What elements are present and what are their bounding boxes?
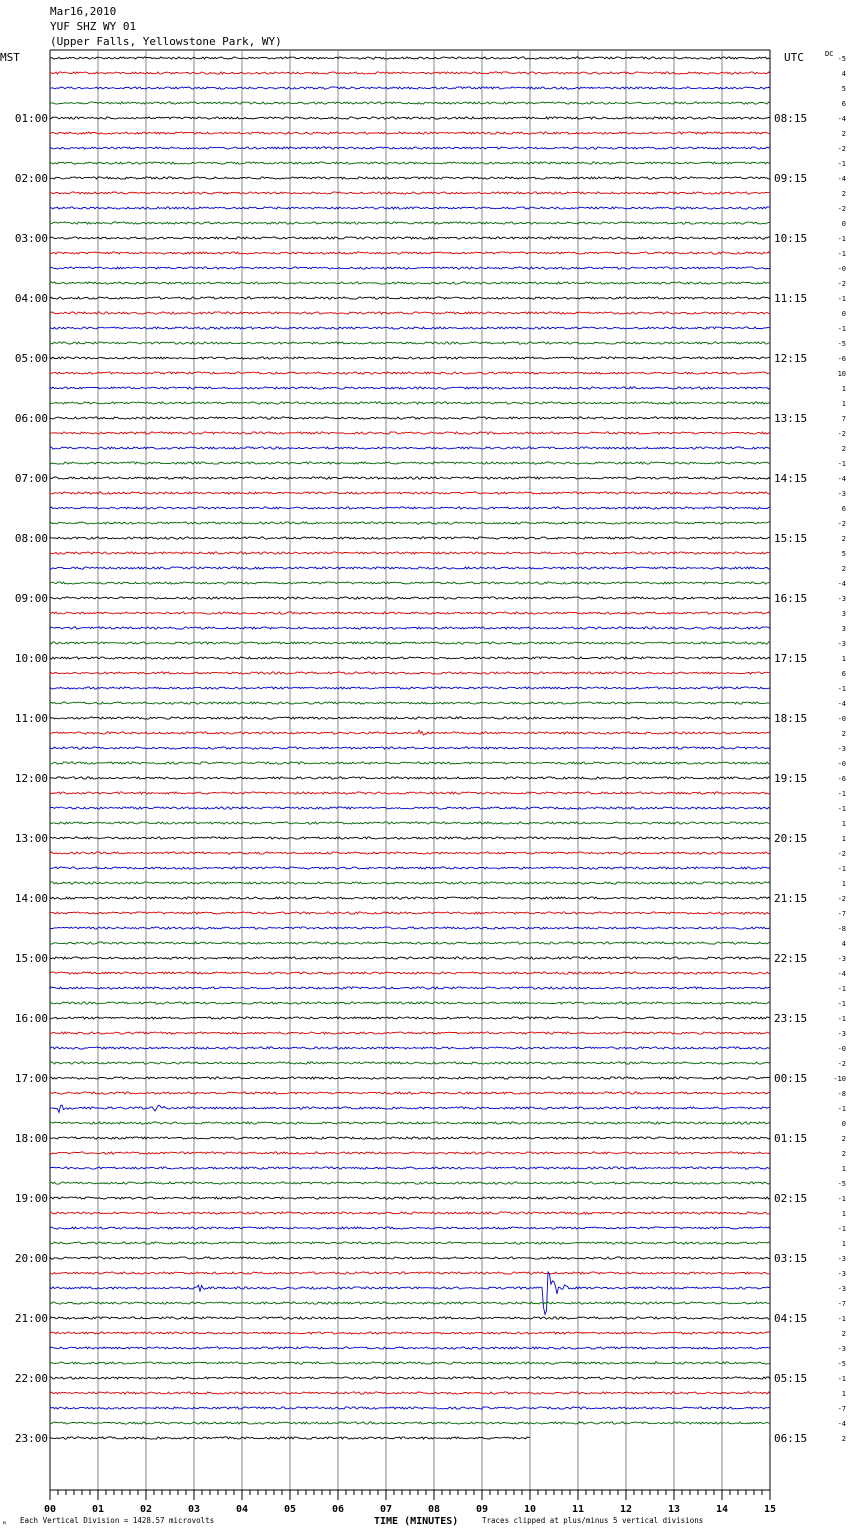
seismic-trace bbox=[50, 57, 770, 59]
seismic-trace bbox=[50, 162, 770, 164]
mst-hour-label: 08:00 bbox=[14, 532, 48, 545]
corner-mark: ᴹ bbox=[2, 1520, 7, 1529]
dc-offset-label: 2 bbox=[841, 565, 846, 573]
dc-offset-label: -1 bbox=[837, 160, 846, 168]
dc-offset-label: 5 bbox=[841, 550, 846, 558]
seismic-trace bbox=[50, 447, 770, 449]
seismic-trace bbox=[50, 1407, 770, 1409]
dc-offset-label: -8 bbox=[837, 1090, 846, 1098]
mst-hour-labels bbox=[15, 112, 48, 1445]
seismic-trace bbox=[50, 1105, 770, 1112]
dc-offset-label: -2 bbox=[837, 205, 846, 213]
seismic-trace bbox=[50, 792, 770, 794]
dc-offset-label: -1 bbox=[837, 805, 846, 813]
dc-offset-label: 10 bbox=[837, 370, 846, 378]
dc-offset-label: -1 bbox=[837, 325, 846, 333]
dc-offset-label: -2 bbox=[837, 280, 846, 288]
seismic-trace bbox=[50, 252, 770, 254]
seismic-trace bbox=[50, 1182, 770, 1184]
dc-offset-label: -0 bbox=[837, 715, 846, 723]
dc-offset-label: -3 bbox=[837, 595, 846, 603]
clip-note: Traces clipped at plus/minus 5 vertical divisions bbox=[482, 1516, 704, 1525]
seismic-trace bbox=[50, 1167, 770, 1169]
record-date: Mar16,2010 bbox=[50, 5, 117, 18]
seismic-trace bbox=[50, 1092, 770, 1094]
dc-offset-label: -1 bbox=[837, 1315, 846, 1323]
seismic-trace bbox=[50, 117, 770, 119]
dc-offset-label: -4 bbox=[837, 970, 846, 978]
x-tick-label: 13 bbox=[667, 1504, 681, 1515]
dc-offset-label: -4 bbox=[837, 1420, 846, 1428]
seismic-trace bbox=[50, 1317, 770, 1319]
dc-offset-label: -1 bbox=[837, 235, 846, 243]
dc-offset-label: 2 bbox=[841, 130, 846, 138]
dc-offset-label: -7 bbox=[837, 1300, 846, 1308]
dc-offset-label: 2 bbox=[841, 730, 846, 738]
dc-offset-label: 2 bbox=[841, 445, 846, 453]
dc-offset-label: -5 bbox=[837, 1180, 846, 1188]
dc-offset-label: -1 bbox=[837, 865, 846, 873]
dc-offset-label: -1 bbox=[837, 790, 846, 798]
seismic-trace bbox=[50, 132, 770, 134]
dc-offset-label: -8 bbox=[837, 925, 846, 933]
x-tick-label: 06 bbox=[331, 1504, 345, 1515]
dc-offset-label: 1 bbox=[841, 835, 846, 843]
seismic-trace bbox=[50, 372, 770, 374]
x-tick-label: 08 bbox=[427, 1504, 441, 1515]
utc-hour-label: 09:15 bbox=[774, 172, 808, 185]
x-tick-label: 03 bbox=[187, 1504, 201, 1515]
dc-offset-label: -1 bbox=[837, 1105, 846, 1113]
dc-offset-label: 6 bbox=[841, 670, 846, 678]
seismic-trace bbox=[50, 1242, 770, 1244]
dc-offset-label: -2 bbox=[837, 1060, 846, 1068]
seismic-trace bbox=[50, 1152, 770, 1154]
seismic-trace bbox=[50, 1077, 770, 1079]
dc-offset-labels bbox=[833, 55, 846, 1443]
seismic-trace bbox=[50, 297, 770, 299]
seismic-trace bbox=[50, 1197, 770, 1199]
utc-hour-label: 04:15 bbox=[774, 1312, 808, 1325]
mst-hour-label: 02:00 bbox=[14, 172, 48, 185]
x-axis bbox=[44, 1490, 776, 1515]
dc-offset-label: -2 bbox=[837, 520, 846, 528]
seismic-trace bbox=[50, 807, 770, 809]
utc-hour-label: 18:15 bbox=[774, 712, 808, 725]
dc-offset-label: 4 bbox=[841, 940, 846, 948]
seismic-trace bbox=[50, 432, 770, 434]
seismic-trace bbox=[50, 1392, 770, 1394]
seismic-trace bbox=[50, 672, 770, 674]
utc-hour-label: 10:15 bbox=[774, 232, 808, 245]
seismic-trace bbox=[50, 987, 770, 989]
dc-offset-label: -1 bbox=[837, 1000, 846, 1008]
seismic-trace bbox=[50, 1122, 770, 1124]
utc-hour-labels bbox=[774, 112, 807, 1445]
mst-hour-label: 11:00 bbox=[14, 712, 48, 725]
dc-offset-label: 4 bbox=[841, 70, 846, 78]
mst-hour-label: 21:00 bbox=[14, 1312, 48, 1325]
mst-hour-label: 16:00 bbox=[14, 1012, 48, 1025]
mst-hour-label: 05:00 bbox=[14, 352, 48, 365]
dc-offset-label: -5 bbox=[837, 1360, 846, 1368]
dc-offset-label: 1 bbox=[841, 1240, 846, 1248]
mst-hour-label: 13:00 bbox=[14, 832, 48, 845]
seismic-trace bbox=[50, 387, 770, 389]
utc-hour-label: 13:15 bbox=[774, 412, 808, 425]
dc-offset-label: -3 bbox=[837, 955, 846, 963]
station-location: (Upper Falls, Yellowstone Park, WY) bbox=[50, 35, 282, 48]
seismic-trace bbox=[50, 1272, 770, 1274]
x-tick-label: 11 bbox=[571, 1504, 585, 1515]
seismic-trace bbox=[50, 1062, 770, 1064]
dc-offset-label: -1 bbox=[837, 460, 846, 468]
seismic-trace bbox=[50, 612, 770, 614]
dc-offset-label: -3 bbox=[837, 1255, 846, 1263]
dc-offset-label: 1 bbox=[841, 400, 846, 408]
seismic-trace bbox=[50, 657, 770, 659]
dc-label: DC bbox=[825, 50, 834, 58]
seismic-trace bbox=[50, 522, 770, 524]
seismic-trace bbox=[50, 1347, 770, 1349]
seismic-trace bbox=[50, 822, 770, 824]
dc-offset-label: -3 bbox=[837, 1285, 846, 1293]
x-tick-label: 12 bbox=[619, 1504, 633, 1515]
x-tick-label: 02 bbox=[139, 1504, 153, 1515]
utc-hour-label: 05:15 bbox=[774, 1372, 808, 1385]
dc-offset-label: 6 bbox=[841, 505, 846, 513]
seismic-trace bbox=[50, 702, 770, 704]
dc-offset-label: -3 bbox=[837, 640, 846, 648]
dc-offset-label: -7 bbox=[837, 910, 846, 918]
seismic-trace bbox=[50, 1422, 770, 1424]
x-axis-title: TIME (MINUTES) bbox=[374, 1516, 459, 1527]
dc-offset-label: -6 bbox=[837, 775, 846, 783]
seismic-trace bbox=[50, 1361, 770, 1364]
utc-hour-label: 16:15 bbox=[774, 592, 808, 605]
seismic-trace bbox=[50, 102, 770, 104]
seismic-trace bbox=[50, 222, 770, 224]
x-tick-label: 05 bbox=[283, 1504, 297, 1515]
dc-offset-label: -1 bbox=[837, 1225, 846, 1233]
x-tick-label: 01 bbox=[91, 1504, 105, 1515]
seismic-trace bbox=[50, 762, 770, 764]
dc-offset-label: -3 bbox=[837, 1030, 846, 1038]
seismic-trace bbox=[50, 492, 770, 494]
seismic-trace bbox=[50, 1377, 770, 1379]
utc-hour-label: 14:15 bbox=[774, 472, 808, 485]
x-tick-label: 09 bbox=[475, 1504, 489, 1515]
seismic-trace bbox=[50, 282, 770, 284]
mst-hour-label: 17:00 bbox=[14, 1072, 48, 1085]
utc-hour-label: 15:15 bbox=[774, 532, 808, 545]
seismic-trace bbox=[50, 192, 770, 194]
mst-hour-label: 04:00 bbox=[14, 292, 48, 305]
seismic-trace bbox=[50, 687, 770, 689]
dc-offset-label: -4 bbox=[837, 115, 846, 123]
dc-offset-label: 2 bbox=[841, 535, 846, 543]
seismic-trace bbox=[50, 507, 770, 509]
mst-hour-label: 09:00 bbox=[14, 592, 48, 605]
dc-offset-label: -4 bbox=[837, 700, 846, 708]
dc-offset-label: 1 bbox=[841, 820, 846, 828]
seismic-trace bbox=[50, 1017, 770, 1019]
seismic-trace bbox=[50, 402, 770, 404]
dc-offset-label: 0 bbox=[841, 220, 846, 228]
seismic-trace bbox=[50, 717, 770, 719]
seismic-trace bbox=[50, 462, 770, 464]
dc-offset-label: -6 bbox=[837, 355, 846, 363]
dc-offset-label: 1 bbox=[841, 655, 846, 663]
seismic-trace bbox=[50, 357, 770, 359]
dc-offset-label: 2 bbox=[841, 1135, 846, 1143]
mst-hour-label: 23:00 bbox=[14, 1432, 48, 1445]
utc-hour-label: 03:15 bbox=[774, 1252, 808, 1265]
dc-offset-label: -2 bbox=[837, 430, 846, 438]
dc-offset-label: -3 bbox=[837, 745, 846, 753]
utc-hour-label: 20:15 bbox=[774, 832, 808, 845]
station-code: YUF SHZ WY 01 bbox=[50, 20, 137, 33]
dc-offset-label: -0 bbox=[837, 760, 846, 768]
utc-hour-label: 02:15 bbox=[774, 1192, 808, 1205]
dc-offset-label: -2 bbox=[837, 850, 846, 858]
seismic-trace bbox=[50, 852, 770, 854]
dc-offset-label: -2 bbox=[837, 895, 846, 903]
dc-offset-label: -5 bbox=[837, 340, 846, 348]
seismic-trace bbox=[50, 897, 770, 899]
seismic-trace bbox=[50, 627, 770, 629]
x-tick-label: 07 bbox=[379, 1504, 393, 1515]
dc-offset-label: -1 bbox=[837, 250, 846, 258]
seismic-trace bbox=[50, 747, 770, 749]
mst-hour-label: 03:00 bbox=[14, 232, 48, 245]
utc-hour-label: 00:15 bbox=[774, 1072, 808, 1085]
dc-offset-label: 0 bbox=[841, 310, 846, 318]
dc-offset-label: 7 bbox=[841, 415, 846, 423]
trace-group bbox=[50, 57, 770, 1439]
seismic-trace bbox=[50, 87, 770, 89]
seismic-trace bbox=[50, 1047, 770, 1049]
seismic-trace bbox=[50, 1227, 770, 1229]
dc-offset-label: 6 bbox=[841, 100, 846, 108]
mst-hour-label: 07:00 bbox=[14, 472, 48, 485]
utc-hour-label: 19:15 bbox=[774, 772, 808, 785]
dc-offset-label: 5 bbox=[841, 85, 846, 93]
dc-offset-label: -2 bbox=[837, 145, 846, 153]
seismic-trace bbox=[50, 1302, 770, 1304]
seismic-trace bbox=[50, 942, 770, 944]
dc-offset-label: -1 bbox=[837, 685, 846, 693]
dc-offset-label: 1 bbox=[841, 1390, 846, 1398]
seismic-trace bbox=[50, 1002, 770, 1004]
dc-offset-label: 2 bbox=[841, 1435, 846, 1443]
dc-offset-label: -3 bbox=[837, 490, 846, 498]
mst-hour-label: 20:00 bbox=[14, 1252, 48, 1265]
dc-offset-label: -1 bbox=[837, 985, 846, 993]
dc-offset-label: -5 bbox=[837, 55, 846, 63]
seismic-trace bbox=[50, 477, 770, 479]
dc-offset-label: 1 bbox=[841, 1165, 846, 1173]
x-tick-label: 15 bbox=[763, 1504, 777, 1515]
x-tick-label: 10 bbox=[523, 1504, 537, 1515]
seismic-trace bbox=[50, 237, 770, 239]
vertical-division-note: Each Vertical Division = 1428.57 microvolts bbox=[20, 1516, 215, 1525]
utc-hour-label: 21:15 bbox=[774, 892, 808, 905]
mst-hour-label: 22:00 bbox=[14, 1372, 48, 1385]
seismic-trace bbox=[50, 327, 770, 329]
seismic-trace bbox=[50, 912, 770, 914]
mst-hour-label: 14:00 bbox=[14, 892, 48, 905]
seismic-trace bbox=[50, 867, 770, 869]
dc-offset-label: -1 bbox=[837, 295, 846, 303]
seismic-trace bbox=[50, 417, 770, 419]
seismic-trace bbox=[50, 777, 770, 779]
mst-hour-label: 19:00 bbox=[14, 1192, 48, 1205]
dc-offset-label: -0 bbox=[837, 265, 846, 273]
seismic-trace bbox=[50, 312, 770, 314]
seismic-trace bbox=[50, 582, 770, 584]
x-tick-label: 14 bbox=[715, 1504, 729, 1515]
seismic-trace bbox=[50, 552, 770, 554]
left-zone-label: MST bbox=[0, 51, 20, 64]
dc-offset-label: 0 bbox=[841, 1120, 846, 1128]
right-zone-label: UTC bbox=[784, 51, 804, 64]
utc-hour-label: 08:15 bbox=[774, 112, 808, 125]
seismic-trace bbox=[50, 537, 770, 539]
seismic-trace bbox=[50, 730, 770, 735]
seismic-trace bbox=[50, 147, 770, 149]
seismic-trace bbox=[50, 882, 770, 884]
seismic-trace bbox=[50, 927, 770, 929]
mst-hour-label: 06:00 bbox=[14, 412, 48, 425]
seismic-trace bbox=[50, 1137, 770, 1139]
seismic-trace bbox=[50, 267, 770, 269]
seismic-trace bbox=[50, 72, 770, 74]
seismic-trace bbox=[50, 642, 770, 644]
seismic-trace bbox=[50, 597, 770, 599]
seismic-trace bbox=[50, 1332, 770, 1334]
dc-offset-label: -7 bbox=[837, 1405, 846, 1413]
dc-offset-label: -3 bbox=[837, 1270, 846, 1278]
seismic-trace bbox=[50, 567, 770, 569]
utc-hour-label: 22:15 bbox=[774, 952, 808, 965]
dc-offset-label: -1 bbox=[837, 1015, 846, 1023]
dc-offset-label: -4 bbox=[837, 475, 846, 483]
dc-offset-label: -3 bbox=[837, 1345, 846, 1353]
dc-offset-label: -0 bbox=[837, 1045, 846, 1053]
dc-offset-label: 1 bbox=[841, 880, 846, 888]
utc-hour-label: 01:15 bbox=[774, 1132, 808, 1145]
dc-offset-label: 2 bbox=[841, 190, 846, 198]
mst-hour-label: 01:00 bbox=[14, 112, 48, 125]
seismic-trace bbox=[50, 177, 770, 179]
dc-offset-label: -1 bbox=[837, 1195, 846, 1203]
dc-offset-label: 1 bbox=[841, 1210, 846, 1218]
mst-hour-label: 12:00 bbox=[14, 772, 48, 785]
seismic-trace bbox=[50, 1212, 770, 1214]
seismic-trace bbox=[50, 342, 770, 344]
utc-hour-label: 11:15 bbox=[774, 292, 808, 305]
mst-hour-label: 15:00 bbox=[14, 952, 48, 965]
utc-hour-label: 12:15 bbox=[774, 352, 808, 365]
dc-offset-label: -4 bbox=[837, 580, 846, 588]
seismic-trace bbox=[50, 207, 770, 209]
seismic-trace bbox=[50, 1032, 770, 1034]
dc-offset-label: 3 bbox=[841, 610, 846, 618]
utc-hour-label: 17:15 bbox=[774, 652, 808, 665]
dc-offset-label: 2 bbox=[841, 1330, 846, 1338]
seismic-trace bbox=[50, 1272, 770, 1314]
x-tick-label: 04 bbox=[235, 1504, 249, 1515]
mst-hour-label: 18:00 bbox=[14, 1132, 48, 1145]
seismic-trace bbox=[50, 957, 770, 959]
seismic-trace bbox=[50, 1257, 770, 1259]
utc-hour-label: 23:15 bbox=[774, 1012, 808, 1025]
dc-offset-label: 1 bbox=[841, 385, 846, 393]
dc-offset-label: 3 bbox=[841, 625, 846, 633]
seismic-trace bbox=[50, 837, 770, 839]
mst-hour-label: 10:00 bbox=[14, 652, 48, 665]
seismic-trace bbox=[50, 972, 770, 974]
utc-hour-label: 06:15 bbox=[774, 1432, 808, 1445]
dc-offset-label: -4 bbox=[837, 175, 846, 183]
dc-offset-label: 2 bbox=[841, 1150, 846, 1158]
x-tick-label: 00 bbox=[43, 1504, 57, 1515]
dc-offset-label: -10 bbox=[833, 1075, 846, 1083]
dc-offset-label: -1 bbox=[837, 1375, 846, 1383]
